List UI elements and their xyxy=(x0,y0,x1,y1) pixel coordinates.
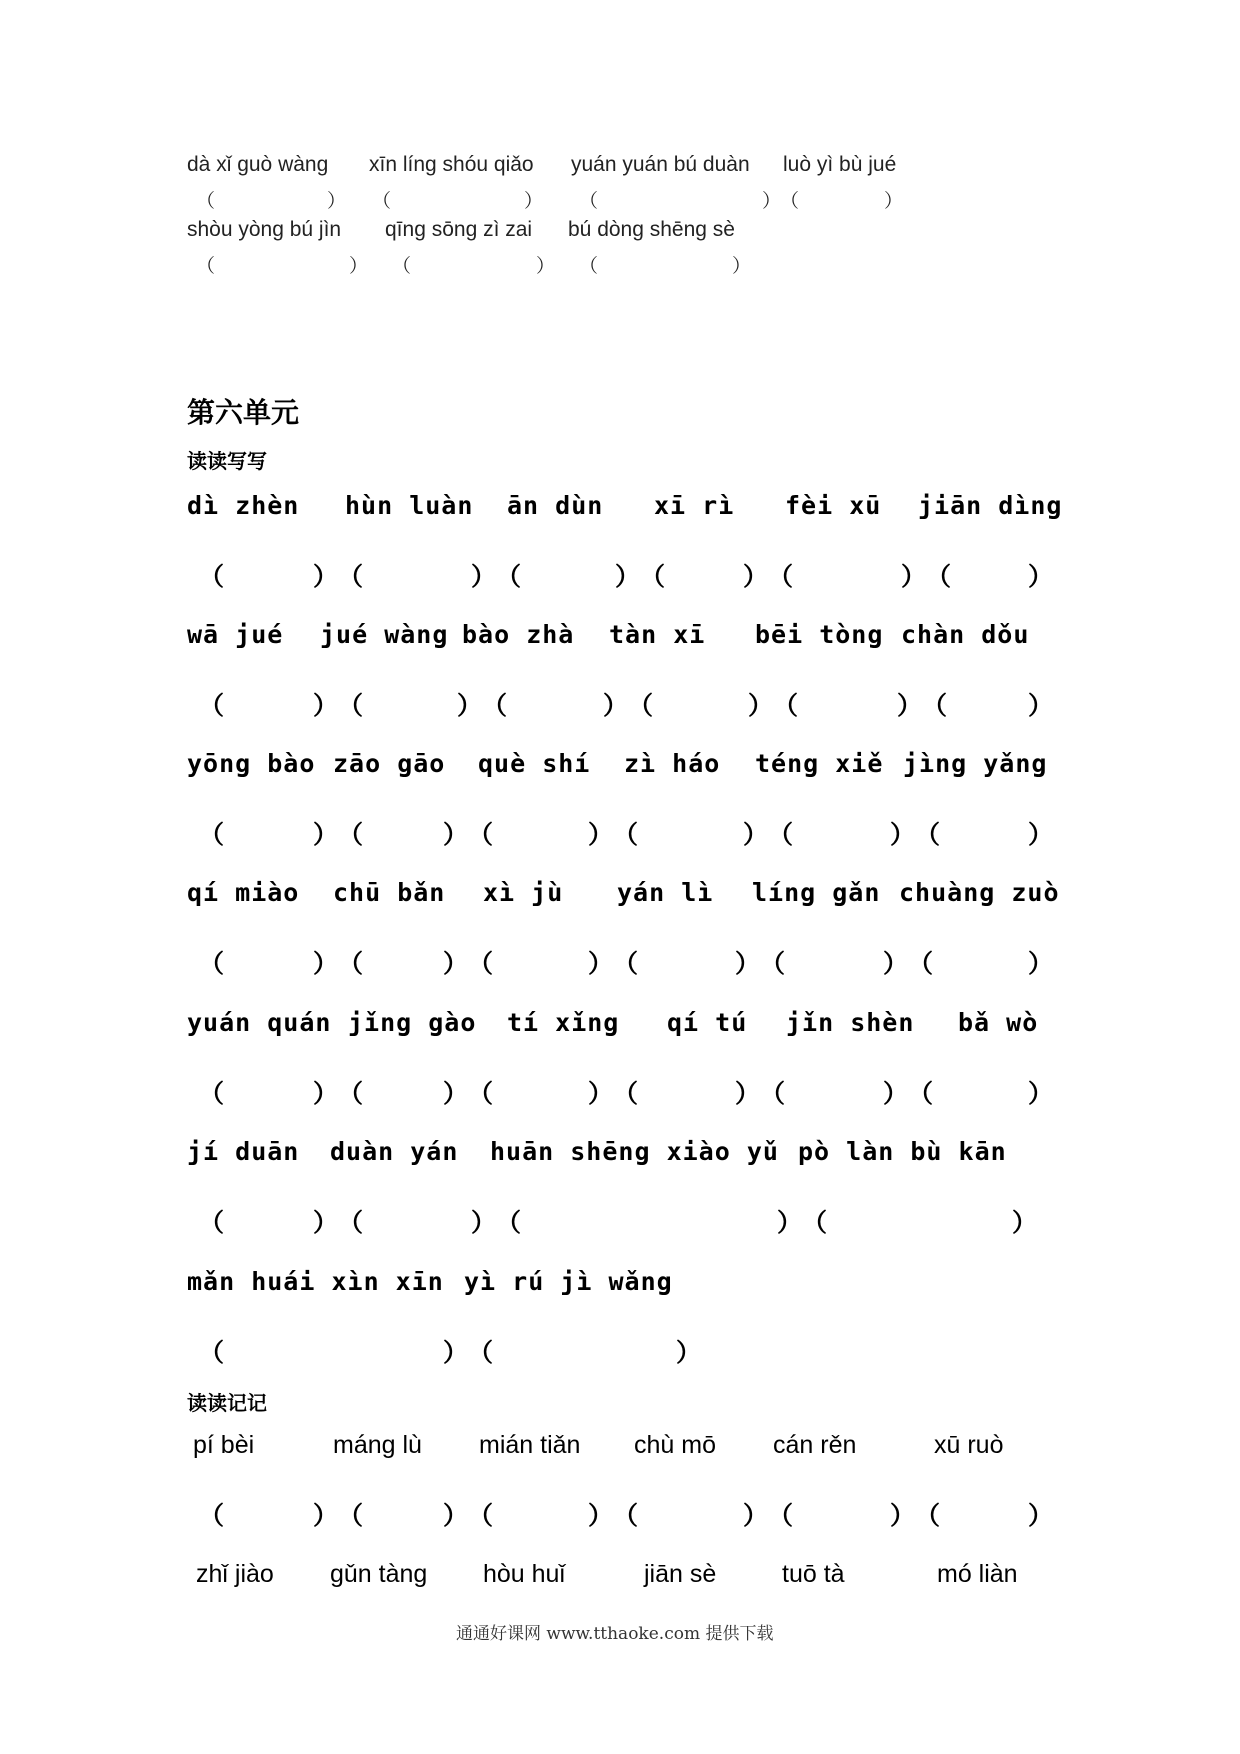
pinyin-word: ān dùn xyxy=(507,491,604,520)
blank-close: ） xyxy=(743,562,769,591)
blank-open: （ xyxy=(468,1501,494,1530)
pinyin-word: yán lì xyxy=(617,878,714,907)
blank-close: ） xyxy=(588,949,614,978)
blank-close: ） xyxy=(313,691,339,720)
blank-close: ） xyxy=(1012,1208,1038,1237)
blank-open: （ xyxy=(908,949,934,978)
pinyin-word: huān shēng xiào yǔ xyxy=(490,1137,779,1166)
blank-close: ） xyxy=(901,562,927,591)
unit-title: 第六单元 xyxy=(187,396,300,429)
blank-open: （ xyxy=(496,1208,522,1237)
pinyin-word: dì zhèn xyxy=(187,491,300,520)
pinyin-word: xì jù xyxy=(483,878,564,907)
pinyin-word: mián tiǎn xyxy=(479,1431,581,1459)
pinyin-word: wā jué xyxy=(187,620,284,649)
pinyin-word: bào zhà xyxy=(462,620,575,649)
pinyin-word: gǔn tàng xyxy=(330,1560,428,1588)
blank-close: ） xyxy=(443,1079,469,1108)
blank-open: （ xyxy=(482,691,508,720)
blank-close: ） xyxy=(777,1208,803,1237)
blank-open: （ xyxy=(579,191,599,212)
blank-open: （ xyxy=(760,949,786,978)
pinyin-word: mǎn huái xìn xīn xyxy=(187,1267,444,1296)
blank-open: （ xyxy=(199,1501,225,1530)
blank-close: ） xyxy=(1028,1501,1054,1530)
blank-open: （ xyxy=(915,820,941,849)
blank-close: ） xyxy=(883,1079,909,1108)
pinyin-word: yōng bào xyxy=(187,749,316,778)
top-pinyin: xīn líng shóu qiǎo xyxy=(369,153,534,176)
pinyin-word: duàn yán xyxy=(330,1137,459,1166)
pinyin-word: tí xǐng xyxy=(507,1008,620,1037)
pinyin-word: zhǐ jiào xyxy=(196,1560,274,1588)
blank-close: ） xyxy=(1028,820,1054,849)
blank-close: ） xyxy=(524,191,544,212)
blank-open: （ xyxy=(199,691,225,720)
pinyin-word: mó liàn xyxy=(937,1560,1018,1588)
blank-open: （ xyxy=(196,191,216,212)
pinyin-word: cán rěn xyxy=(773,1431,857,1459)
pinyin-word: jǐng gào xyxy=(348,1008,477,1037)
blank-open: （ xyxy=(338,820,364,849)
pinyin-word: máng lù xyxy=(333,1431,422,1459)
pinyin-word: xī rì xyxy=(654,491,735,520)
blank-close: ） xyxy=(732,256,752,277)
blank-close: ） xyxy=(313,820,339,849)
pinyin-word: yuán quán xyxy=(187,1008,332,1037)
blank-close: ） xyxy=(884,191,904,212)
blank-open: （ xyxy=(496,562,522,591)
blank-close: ） xyxy=(313,1501,339,1530)
blank-open: （ xyxy=(468,820,494,849)
pinyin-word: jǐn shèn xyxy=(786,1008,915,1037)
blank-open: （ xyxy=(628,691,654,720)
blank-close: ） xyxy=(443,1338,469,1367)
pinyin-word: hòu huǐ xyxy=(483,1560,566,1588)
blank-open: （ xyxy=(199,1208,225,1237)
blank-open: （ xyxy=(613,949,639,978)
blank-open: （ xyxy=(915,1501,941,1530)
blank-close: ） xyxy=(313,562,339,591)
blank-open: （ xyxy=(338,562,364,591)
blank-close: ） xyxy=(313,949,339,978)
pinyin-word: téng xiě xyxy=(755,749,884,778)
top-pinyin: qīng sōng zì zai xyxy=(385,218,533,241)
pinyin-word: bǎ wò xyxy=(958,1008,1039,1037)
blank-close: ） xyxy=(1028,949,1054,978)
pinyin-word: qí miào xyxy=(187,878,300,907)
pinyin-word: chū bǎn xyxy=(333,878,446,907)
blank-close: ） xyxy=(735,949,761,978)
blank-close: ） xyxy=(735,1079,761,1108)
footer-credit: 通通好课网 www.tthaoke.com 提供下载 xyxy=(456,1624,774,1644)
blank-close: ） xyxy=(443,820,469,849)
pinyin-word: fèi xū xyxy=(785,491,882,520)
blank-open: （ xyxy=(768,1501,794,1530)
blank-close: ） xyxy=(890,820,916,849)
blank-close: ） xyxy=(313,1208,339,1237)
blank-close: ） xyxy=(588,820,614,849)
blank-close: ） xyxy=(588,1501,614,1530)
pinyin-word: tuō tà xyxy=(782,1560,845,1588)
blank-open: （ xyxy=(768,820,794,849)
blank-close: ） xyxy=(743,820,769,849)
blank-close: ） xyxy=(890,1501,916,1530)
blank-close: ） xyxy=(536,256,556,277)
section-title-read-write: 读读写写 xyxy=(187,449,267,473)
blank-open: （ xyxy=(760,1079,786,1108)
blank-open: （ xyxy=(780,191,800,212)
blank-close: ） xyxy=(443,1501,469,1530)
blank-open: （ xyxy=(199,820,225,849)
blank-open: （ xyxy=(468,949,494,978)
blank-close: ） xyxy=(676,1338,702,1367)
pinyin-word: jí duān xyxy=(187,1137,300,1166)
pinyin-word: bēi tòng xyxy=(755,620,884,649)
pinyin-word: qí tú xyxy=(667,1008,748,1037)
blank-close: ） xyxy=(443,949,469,978)
blank-close: ） xyxy=(883,949,909,978)
pinyin-word: jué wàng xyxy=(320,620,449,649)
blank-open: （ xyxy=(613,1079,639,1108)
pinyin-word: pò làn bù kān xyxy=(798,1137,1007,1166)
blank-close: ） xyxy=(897,691,923,720)
blank-open: （ xyxy=(908,1079,934,1108)
top-pinyin: luò yì bù jué xyxy=(783,153,897,176)
blank-open: （ xyxy=(338,949,364,978)
blank-open: （ xyxy=(613,820,639,849)
pinyin-word: jìng yǎng xyxy=(903,749,1048,778)
blank-open: （ xyxy=(372,191,392,212)
section-title-read-remember: 读读记记 xyxy=(187,1391,267,1415)
blank-close: ） xyxy=(1028,562,1054,591)
blank-close: ） xyxy=(349,256,369,277)
blank-open: （ xyxy=(802,1208,828,1237)
pinyin-word: yì rú jì wǎng xyxy=(464,1267,673,1296)
pinyin-word: jiān dìng xyxy=(918,491,1063,520)
pinyin-word: chàn dǒu xyxy=(901,620,1030,649)
blank-close: ） xyxy=(471,1208,497,1237)
pinyin-word: pí bèi xyxy=(193,1431,255,1459)
blank-close: ） xyxy=(588,1079,614,1108)
pinyin-word: chuàng zuò xyxy=(899,878,1060,907)
blank-open: （ xyxy=(579,256,599,277)
pinyin-word: jiān sè xyxy=(644,1560,717,1588)
blank-close: ） xyxy=(743,1501,769,1530)
blank-open: （ xyxy=(392,256,412,277)
top-pinyin: dà xǐ guò wàng xyxy=(187,153,329,176)
blank-close: ） xyxy=(603,691,629,720)
top-pinyin: shòu yòng bú jìn xyxy=(187,218,342,241)
blank-close: ） xyxy=(762,191,782,212)
blank-close: ） xyxy=(457,691,483,720)
blank-close: ） xyxy=(313,1079,339,1108)
blank-open: （ xyxy=(922,691,948,720)
blank-open: （ xyxy=(468,1338,494,1367)
blank-open: （ xyxy=(196,256,216,277)
blank-open: （ xyxy=(338,691,364,720)
pinyin-word: xū ruò xyxy=(934,1431,1004,1459)
blank-open: （ xyxy=(768,562,794,591)
blank-close: ） xyxy=(1028,691,1054,720)
pinyin-word: què shí xyxy=(478,749,591,778)
pinyin-word: líng gǎn xyxy=(752,878,881,907)
blank-close: ） xyxy=(1028,1079,1054,1108)
blank-open: （ xyxy=(773,691,799,720)
blank-open: （ xyxy=(199,562,225,591)
blank-open: （ xyxy=(199,1079,225,1108)
blank-open: （ xyxy=(640,562,666,591)
blank-open: （ xyxy=(338,1079,364,1108)
pinyin-word: chù mō xyxy=(634,1431,716,1459)
blank-open: （ xyxy=(613,1501,639,1530)
top-pinyin: yuán yuán bú duàn xyxy=(571,153,750,176)
blank-open: （ xyxy=(199,949,225,978)
blank-open: （ xyxy=(468,1079,494,1108)
pinyin-word: hùn luàn xyxy=(345,491,474,520)
pinyin-word: zāo gāo xyxy=(333,749,446,778)
blank-open: （ xyxy=(338,1208,364,1237)
blank-close: ） xyxy=(748,691,774,720)
blank-close: ） xyxy=(615,562,641,591)
blank-close: ） xyxy=(471,562,497,591)
pinyin-word: tàn xī xyxy=(609,620,706,649)
blank-open: （ xyxy=(338,1501,364,1530)
pinyin-word: zì háo xyxy=(624,749,721,778)
blank-open: （ xyxy=(926,562,952,591)
blank-open: （ xyxy=(199,1338,225,1367)
blank-close: ） xyxy=(327,191,347,212)
top-pinyin: bú dòng shēng sè xyxy=(568,218,735,241)
